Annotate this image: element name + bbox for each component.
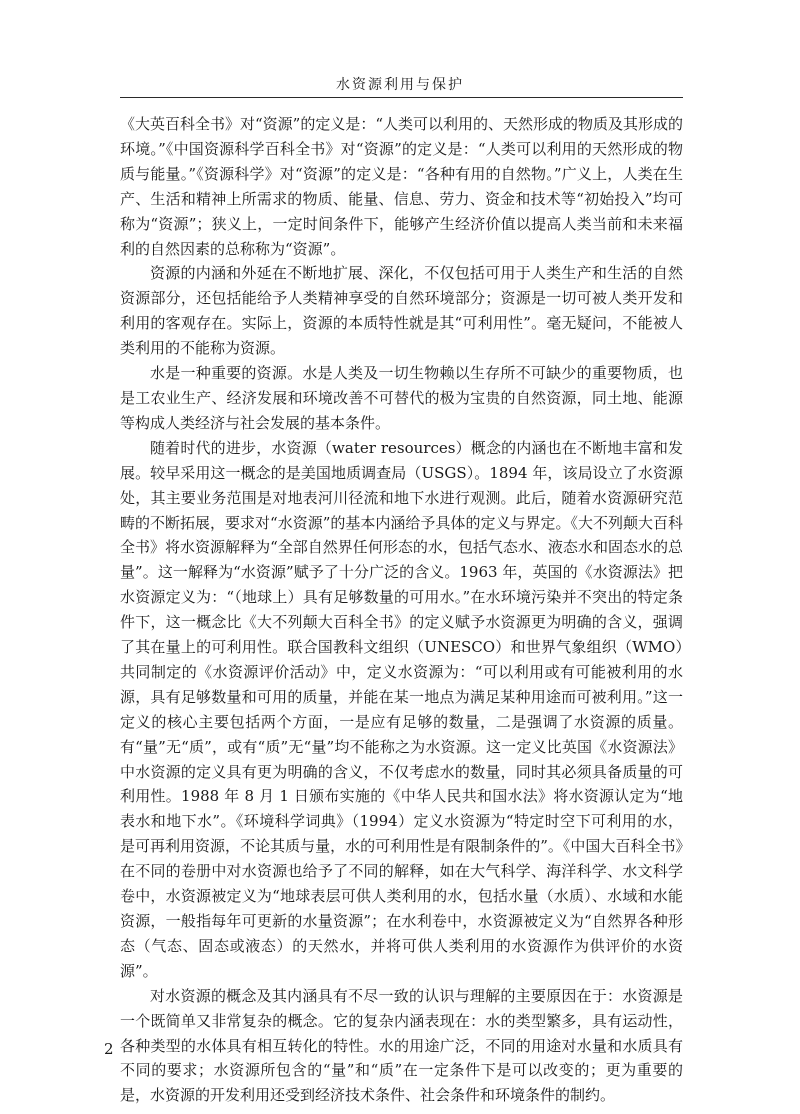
page-number: 2: [104, 1040, 114, 1058]
header-rule: [120, 97, 683, 98]
paragraph-resource-definitions: 《大英百科全书》对“资源”的定义是：“人类可以利用的、天然形成的物质及其形成的环境。”《中国资源科学百科全书》对“资源”的定义是：“人类可以利用的天然形成的物质与能量。”《资源科学》对“资源”的定义是：“各种有用的自然物。”广义上，人类在生产、生活和精神上所需求的物质、能量、信息、劳力、资金和技术等“初始投入”均可称为“资源”；狭义上，一定时间条件下，能够产生经济价值以提高人类当前和未来福利的自然因素的总称称为“资源”。: [120, 115, 684, 258]
paragraph-resource-connotation: 资源的内涵和外延在不断地扩展、深化，不仅包括可用于人类生产和生活的自然资源部分，还包括能给予人类精神享受的自然环境部分；资源是一切可被人类开发和利用的客观存在。实际上，资源的本质特性就是其“可利用性”。毫无疑问，不能被人类利用的不能称为资源。: [120, 264, 683, 358]
paragraph-water-importance: 水是一种重要的资源。水是人类及一切生物赖以生存所不可缺少的重要物质，也是工农业生产、经济发展和环境改善不可替代的极为宝贵的自然资源，同土地、能源等构成人类经济与社会发展的基本条件。: [120, 364, 683, 432]
paragraph-water-resources-concept: 随着时代的进步，水资源（water resources）概念的内涵也在不断地丰富和发展。较早采用这一概念的是美国地质调查局（USGS）。1894 年，该局设立了水资源处，其主要业务范围是对地表河川径流和地下水进行观测。此后，随着水资源研究范畴的不断拓展，要求对“水资源”的基本内涵给予具体的定义与界定。《大不列颠大百科全书》将水资源解释为“全部自然界任何形态的水，包括气态水、液态水和固态水的总量”。这一解释为“水资源”赋予了十分广泛的含义。1963 年，英国的《水资源法》把水资源定义为：“（地球上）具有足够数量的可用水。”在水环境污染并不突出的特定条件下，这一概念比《大不列颠大百科全书》的定义赋予水资源更为明确的含义，强调了其在量上的可利用性。联合国教科文组织（UNESCO）和世界气象组织（WMO）共同制定的《水资源评价活动》中，定义水资源为：“可以利用或有可能被利用的水源，具有足够数量和可用的质量，并能在某一地点为满足某种用途而可被利用。”这一定义的核心主要包括两个方面，一是应有足够的数量，二是强调了水资源的质量。有“量”无“质”，或有“质”无“量”均不能称之为水资源。这一定义比英国《水资源法》中水资源的定义具有更为明确的含义，不仅考虑水的数量，同时其必须具备质量的可利用性。1988 年 8 月 1 日颁布实施的《中华人民共和国水法》将水资源认定为“地表水和地下水”。《环境科学词典》（1994）定义水资源为“特定时空下可利用的水，是可再利用资源，不论其质与量，水的可利用性是有限制条件的”。《中国大百科全书》在不同的卷册中对水资源也给予了不同的解释，如在大气科学、海洋科学、水文科学卷中，水资源被定义为“地球表层可供人类利用的水，包括水量（水质）、水域和水能资源，一般指每年可更新的水量资源”；在水利卷中，水资源被定义为“自然界各种形态（气态、固态或液态）的天然水，并将可供人类利用的水资源作为供评价的水资源”。: [120, 438, 683, 980]
paragraph-complexity-reasons: 对水资源的概念及其内涵具有不尽一致的认识与理解的主要原因在于：水资源是一个既简单又非常复杂的概念。它的复杂内涵表现在：水的类型繁多，具有运动性，各种类型的水体具有相互转化的特性。水的用途广泛，不同的用途对水量和水质具有不同的要求；水资源所包含的“量”和“质”在一定条件下是可以改变的；更为重要的是，水资源的开发利用还受到经济技术条件、社会条件和环境条件的制约。: [120, 986, 683, 1105]
running-header: 水资源利用与保护: [336, 77, 464, 93]
body-text: [120, 112, 683, 1108]
